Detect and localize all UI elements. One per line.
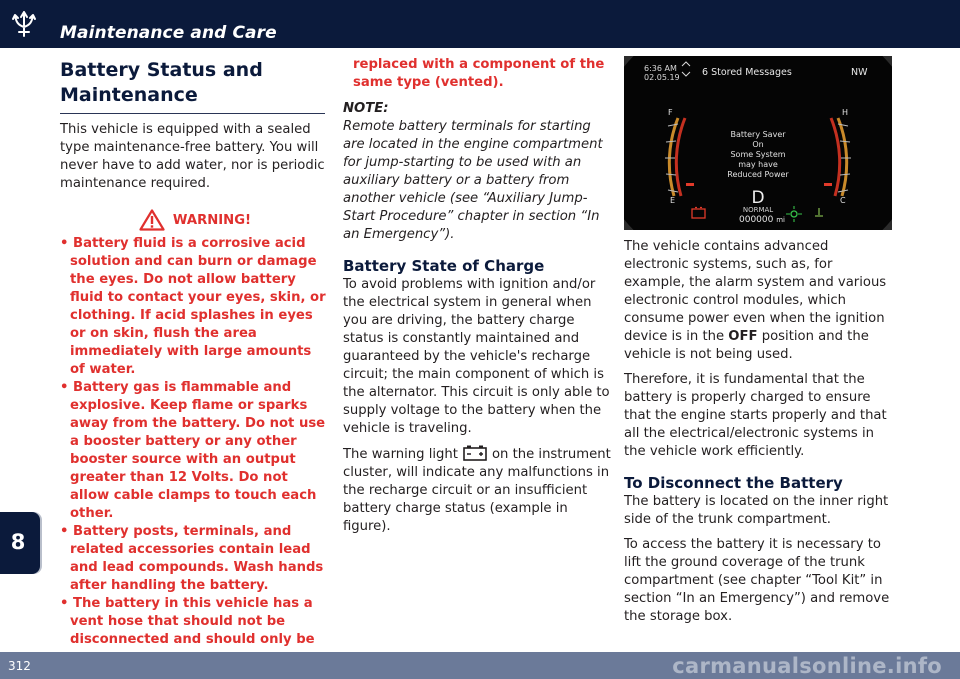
message-line: Battery Saver: [730, 130, 786, 139]
off-position-label: OFF: [728, 329, 758, 344]
column-3: [624, 56, 896, 626]
warning-light-text-a: The warning light: [343, 447, 458, 462]
warning-continued: replaced with a component of the same type (vented).: [353, 57, 605, 90]
cluster-time-date: [644, 64, 680, 82]
warning-item: • Battery posts, terminals, and related accessories contain lead and lead compounds. Wash hands after handling the battery.: [60, 523, 330, 595]
stored-messages: [702, 67, 792, 78]
warning-triangle-icon: [139, 209, 165, 231]
page-header: [0, 0, 960, 48]
warning-item: • Battery gas is flammable and explosive. Keep flame or sparks away from the battery. Do not use a booster battery or any other booster source with an output greater than 12 Volts. Do not allow cable clamps to touch each other.: [60, 379, 330, 523]
note-label: NOTE:: [343, 101, 389, 116]
page-number: 312: [8, 659, 31, 673]
battery-saver-message: [708, 130, 808, 180]
intro-paragraph: This vehicle is equipped with a sealed type maintenance-free battery. You will never have to add water, nor is periodic maintenance required.: [60, 122, 325, 191]
messages-count: 6: [702, 67, 709, 78]
messages-label: Stored Messages: [711, 67, 792, 78]
chapter-tab: [0, 512, 40, 574]
warning-item: • Battery fluid is a corrosive acid solution and can burn or damage the eyes. Do not allow battery fluid to contact your eyes, skin, or clothing. If acid splashes in eyes or on skin, flush the area immediately with large amounts of water.: [60, 235, 330, 379]
electronics-text-a: The vehicle contains advanced electronic systems, such as, for example, the alarm system and various electronic control modules, which consume power even when the ignition device is in the: [624, 239, 887, 344]
odometer-unit: mi: [776, 216, 785, 224]
chapter-number: 8: [10, 530, 26, 554]
page-footer: [0, 652, 960, 679]
header-title: Maintenance and Care: [60, 23, 277, 43]
message-line: Reduced Power: [727, 170, 789, 179]
warning-light-paragraph: [343, 445, 613, 536]
message-line: Some System: [730, 150, 786, 159]
cluster-date: 02.05.19: [644, 73, 680, 82]
column-2: [343, 56, 613, 536]
electronics-text-b: position and the vehicle is not being used.: [624, 329, 869, 362]
battery-warning-icon: [462, 445, 488, 461]
trident-logo-icon: [10, 10, 38, 38]
odometer-value: 000000: [739, 215, 774, 225]
odometer: [722, 215, 802, 225]
section-title: Battery Status and Maintenance: [60, 56, 325, 114]
electronics-paragraph: [624, 238, 896, 364]
subheading-state-of-charge: Battery State of Charge: [343, 257, 545, 275]
compass-heading: NW: [851, 67, 868, 78]
battery-location-paragraph: The battery is located on the inner right side of the trunk compartment.: [624, 494, 889, 527]
warning-label: WARNING!: [172, 212, 252, 228]
temp-cold-label: C: [840, 196, 846, 205]
warning-list: [60, 235, 330, 649]
fuel-full-label: F: [668, 108, 673, 117]
battery-access-paragraph: To access the battery it is necessary to lift the ground coverage of the trunk compartment (see chapter “Tool Kit” in section “In an Emergency”) and remove the storage box.: [624, 537, 890, 624]
drive-mode: NORMAL: [742, 206, 774, 214]
warning-heading: [60, 209, 330, 231]
charge-paragraph: To avoid problems with ignition and/or the electrical system in general when you are driving, the battery charge status is constantly maintained and guaranteed by the vehicle's recharge circuit; the main component of which is the alternator. This circuit is only able to supply voltage to the battery when the vehicle is traveling.: [343, 277, 610, 436]
watermark: carmanualsonline.info: [672, 654, 942, 678]
message-line: On: [752, 140, 764, 149]
message-line: may have: [738, 160, 778, 169]
instrument-cluster-figure: [624, 56, 892, 230]
subheading-disconnect: To Disconnect the Battery: [624, 474, 843, 492]
temp-hot-label: H: [842, 108, 849, 117]
fuel-empty-label: E: [670, 196, 676, 205]
note-text: Remote battery terminals for starting are located in the engine compartment for jump-starting to be used with an auxiliary battery or a battery from another vehicle (see “Auxiliary Jump-Start Procedure” chapter in section “In an Emergency”).: [343, 119, 603, 242]
warning-item: • The battery in this vehicle has a vent hose that should not be disconnected and should only be: [60, 595, 330, 649]
gear-indicator: D: [751, 188, 765, 208]
column-1: [60, 56, 330, 649]
warning-light-text-b: on the instrument cluster, will indicate any malfunctions in the recharge circuit or an insufficient battery charge status (example in figure).: [343, 447, 611, 534]
charge-importance-paragraph: Therefore, it is fundamental that the battery is properly charged to ensure that the engine starts properly and that all the electrical/electronic systems in the vehicle work efficiently.: [624, 372, 887, 459]
cluster-time: 6:36 AM: [644, 64, 677, 73]
